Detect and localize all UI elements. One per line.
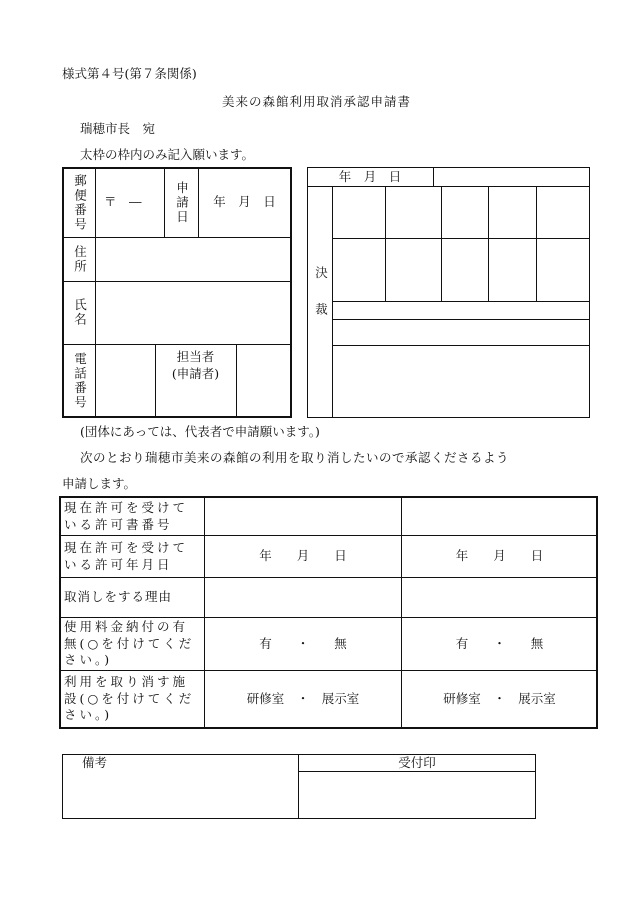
row-permit-number-label: 現在許可を受けている許可書番号 (64, 499, 189, 532)
fee-payment-choice-2[interactable]: 有 ・ 無 (455, 635, 544, 651)
remarks-field[interactable] (63, 775, 297, 818)
postal-field[interactable]: 〒 ― (104, 194, 142, 210)
phone-label: 電話番号 (72, 351, 88, 410)
application-date-field[interactable]: 年 月 日 (213, 194, 276, 210)
phone-field[interactable] (96, 345, 154, 416)
name-field[interactable] (96, 282, 290, 343)
addressee: 瑞穂市長 宛 (80, 121, 156, 136)
row-cancel-reason-label: 取消しをする理由 (64, 589, 173, 605)
row-fee-payment-label: 使用料金納付の有無(○を付けてください。) (64, 618, 195, 668)
postal-label: 郵便番号 (72, 173, 88, 232)
approval-label: 決裁 (313, 265, 329, 339)
application-date-label: 申請日 (174, 180, 190, 225)
group-note: (団体にあっては、代表者で申請願います。) (80, 424, 320, 439)
row-permit-date-label: 現在許可を受けている許可年月日 (64, 539, 189, 572)
request-text-line1: 次のとおり瑞穂市美来の森館の利用を取り消したいので承認くださるよう (80, 450, 510, 465)
contact-person-label: 担当者 (申請者) (171, 349, 220, 381)
contact-person-field[interactable] (237, 345, 290, 416)
row-facility-label: 利用を取り消す施設(○を付けてください。) (64, 673, 195, 723)
address-label: 住所 (72, 244, 88, 274)
address-field[interactable] (96, 238, 290, 280)
reception-stamp-area (299, 772, 535, 818)
cancel-reason-field-2[interactable] (402, 578, 597, 617)
permit-number-field-1[interactable] (205, 498, 401, 535)
approval-date-header: 年 月 日 (338, 168, 402, 184)
remarks-label: 備考 (82, 755, 108, 770)
fill-instruction: 太枠の枠内のみ記入願います。 (80, 147, 255, 162)
request-text-line2: 申請します。 (62, 476, 137, 491)
cancel-reason-field-1[interactable] (205, 578, 401, 617)
facility-choice-1[interactable]: 研修室 ・ 展示室 (246, 690, 360, 706)
stamp-label: 受付印 (398, 754, 436, 770)
permit-date-field-1[interactable]: 年 月 日 (259, 548, 347, 564)
fee-payment-choice-1[interactable]: 有 ・ 無 (259, 635, 347, 651)
permit-number-field-2[interactable] (402, 498, 597, 535)
name-label: 氏名 (72, 298, 88, 327)
facility-choice-2[interactable]: 研修室 ・ 展示室 (443, 690, 556, 706)
permit-date-field-2[interactable]: 年 月 日 (455, 548, 544, 564)
form-number: 様式第４号(第７条関係) (62, 66, 197, 81)
form-title: 美来の森館利用取消承認申請書 (222, 94, 412, 109)
